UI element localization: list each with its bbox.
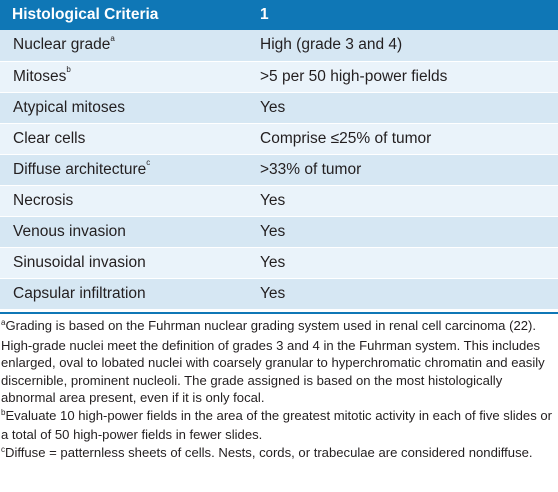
value-cell: High (grade 3 and 4) [248,30,558,61]
footnote-c [1,444,553,464]
criterion-cell [0,30,248,61]
table-row [0,92,558,123]
criterion-label: Necrosis [13,191,74,209]
criterion-label: Atypical mitoses [13,98,125,116]
value-cell: Yes [248,216,558,247]
criterion-cell [0,278,248,309]
table-row [0,123,558,154]
table-row [0,247,558,278]
value-cell: Yes [248,278,558,309]
criterion-label: Mitoses [13,67,67,85]
criterion-cell [0,92,248,123]
value-cell: Yes [248,92,558,123]
value-cell: Comprise ≤25% of tumor [248,123,558,154]
header-row [0,0,558,30]
criterion-label: Clear cells [13,129,86,147]
header-column-1: 1 [260,6,269,23]
value-cell: >33% of tumor [248,154,558,185]
table-row [0,278,558,309]
table-row [0,30,558,61]
footnote-marker: b [66,65,71,75]
footnote-a [1,317,553,407]
criterion-cell [0,247,248,278]
table-row [0,61,558,92]
footnote-text: Diffuse = patternless sheets of cells. Nests, cords, or trabeculae are considered nondiffuse. [5,444,533,460]
value-cell: Yes [248,247,558,278]
criterion-label: Capsular infiltration [13,284,146,302]
footnote-text: Grading is based on the Fuhrman nuclear grading system used in renal cell carcinoma (22). High-grade nuclei meet the definition of grades 3 and 4 in the Fuhrman system. This includes enlarged, oval to lobated nuclei with coarsely granular to hyperchromatic chromatin and easily discernible, prominent nucleoli. The grade assigned is based on the most histologically abnormal area present, even if it is only focal. [1,318,545,405]
table-header [0,0,558,30]
footnote-text: Evaluate 10 high-power fields in the area of the greatest mitotic activity in each of five slides or a total of 50 high-power fields in fewer slides. [1,407,553,442]
criterion-label: Nuclear grade [13,36,111,54]
criterion-label: Venous invasion [13,222,126,240]
value-cell: Yes [248,185,558,216]
table-footnotes [0,317,553,463]
criterion-cell [0,123,248,154]
table-body [0,30,558,309]
criterion-cell [0,216,248,247]
criterion-label: Sinusoidal invasion [13,253,146,271]
footnote-marker: a [110,34,115,44]
table-row [0,185,558,216]
footnote-marker: c [146,158,151,168]
criterion-cell [0,154,248,185]
footnote-mark: a [1,318,6,327]
table-row [0,154,558,185]
footnote-mark: c [1,444,5,454]
table-bottom-rule [0,312,558,314]
value-cell: >5 per 50 high-power fields [248,61,558,92]
criterion-label: Diffuse architecture [13,160,147,178]
criterion-cell [0,185,248,216]
header-criteria: Histological Criteria [12,6,159,23]
footnote-mark: b [1,407,6,417]
table-row [0,216,558,247]
footnote-b [1,407,553,444]
criterion-cell [0,61,248,92]
